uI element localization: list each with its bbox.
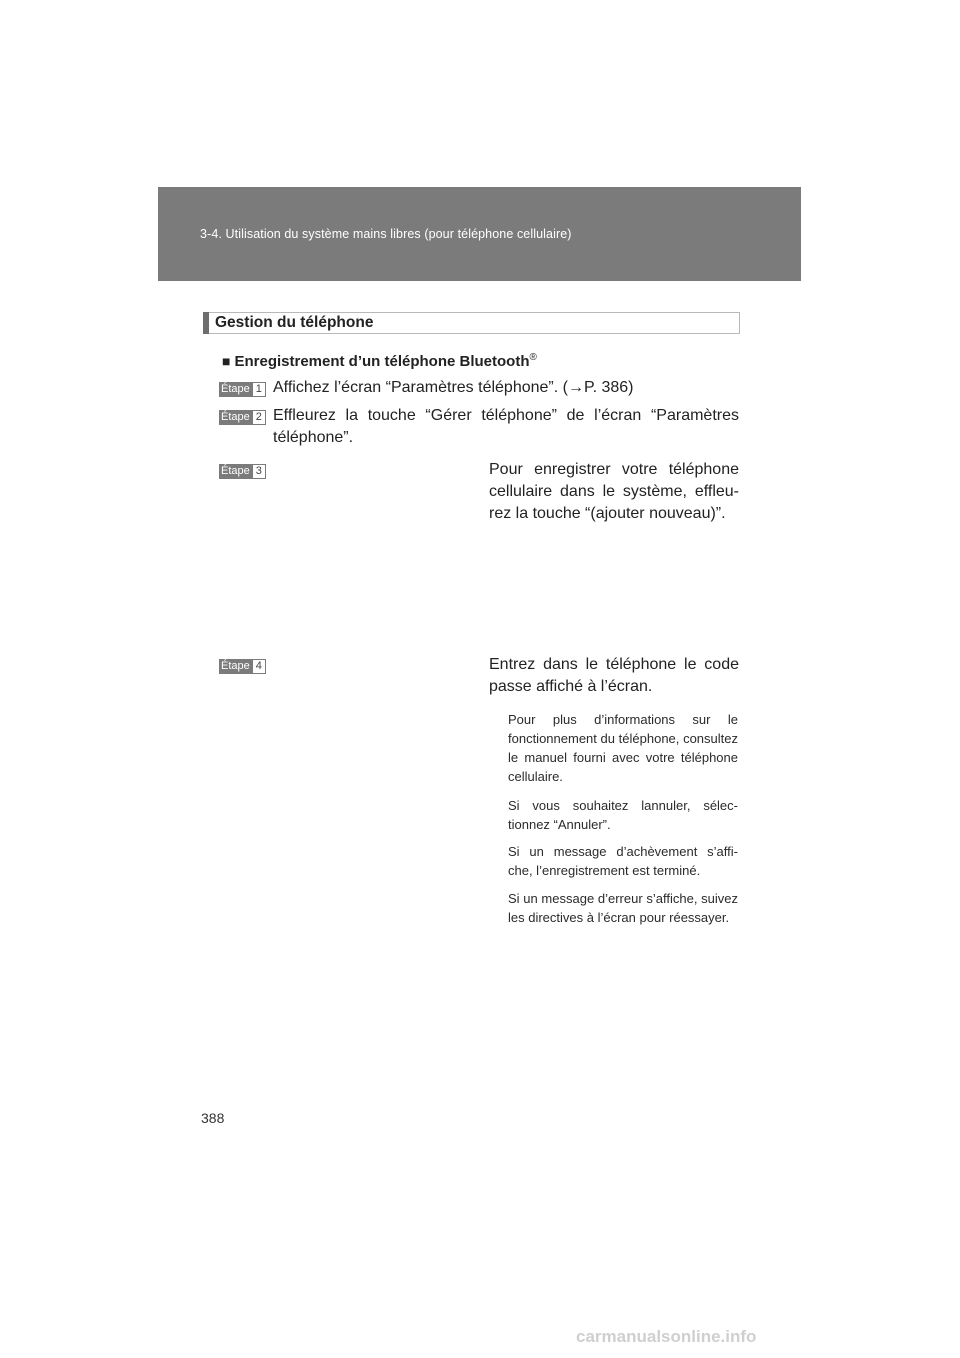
section-title: Gestion du téléphone bbox=[215, 314, 374, 331]
note-4: Si un message d’erreur s’affiche, suivez les directives à l’écran pour réessayer. bbox=[508, 891, 738, 925]
square-bullet-icon: ■ bbox=[222, 353, 231, 369]
step-1-text: Affichez l’écran “Paramètres téléphone”. (→P. 386) bbox=[273, 379, 634, 396]
step-badge-number: 1 bbox=[252, 382, 266, 397]
chapter-header-title: 3-4. Utilisation du système mains libres (pour téléphone cellulaire) bbox=[200, 227, 572, 241]
step-badge-4 bbox=[219, 659, 266, 674]
watermark: carmanualsonline.info bbox=[576, 1327, 757, 1346]
step-badge-label: Étape bbox=[221, 660, 250, 672]
subheading bbox=[222, 352, 537, 370]
step-badge-number: 2 bbox=[252, 410, 266, 425]
chapter-header-band bbox=[158, 187, 801, 281]
registered-mark: ® bbox=[529, 352, 537, 363]
step-badge-label: Étape bbox=[221, 465, 250, 477]
step-3-text: Pour enregistrer votre téléphone cellulaire dans le système, effleu- rez la touche “(ajouter nouveau)”. bbox=[489, 461, 739, 522]
step-badge-number: 3 bbox=[252, 464, 266, 479]
step-2-text: Effleurez la touche “Gérer téléphone” de l’écran “Paramètres téléphone”. bbox=[273, 407, 739, 446]
page-number: 388 bbox=[201, 1110, 225, 1126]
note-1: Pour plus d’informations sur le fonctionnement du téléphone, consultez le manuel fourni avec votre téléphone cellulaire. bbox=[508, 712, 738, 784]
step-badge-2 bbox=[219, 410, 266, 425]
section-title-bar bbox=[203, 312, 209, 334]
note-2: Si vous souhaitez lannuler, sélec- tionnez “Annuler”. bbox=[508, 798, 738, 832]
step-badge-3 bbox=[219, 464, 266, 479]
step-badge-1 bbox=[219, 382, 266, 397]
note-3: Si un message d’achèvement s’affi- che, l’enregistrement est terminé. bbox=[508, 844, 738, 878]
step-badge-number: 4 bbox=[252, 659, 266, 674]
subheading-text: Enregistrement d’un téléphone Bluetooth bbox=[234, 353, 530, 370]
step-badge-label: Étape bbox=[221, 383, 250, 395]
section-title-box bbox=[203, 312, 740, 334]
step-badge-label: Étape bbox=[221, 411, 250, 423]
step-4-text: Entrez dans le téléphone le code passe affiché à l’écran. bbox=[489, 656, 739, 695]
